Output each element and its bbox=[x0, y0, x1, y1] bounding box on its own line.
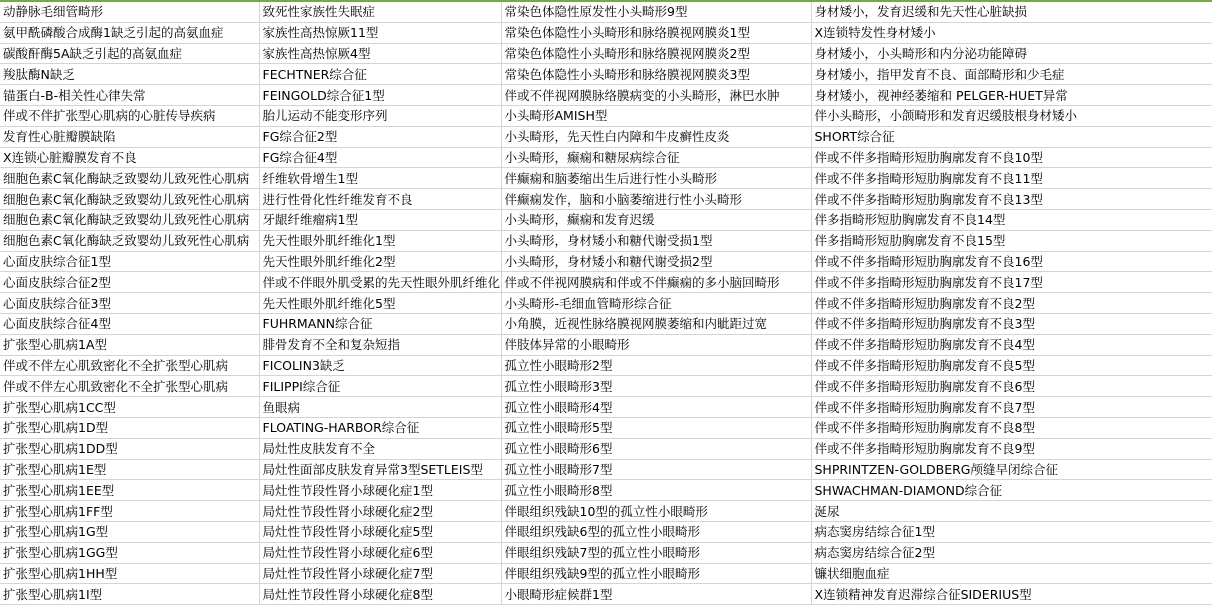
table-cell[interactable]: 伴或不伴眼外肌受累的先天性眼外肌纤维化 bbox=[259, 272, 501, 293]
table-cell[interactable]: 家族性高热惊厥11型 bbox=[259, 22, 501, 43]
table-row bbox=[0, 105, 1212, 126]
table-cell[interactable]: X连锁精神发育迟滞综合征SIDERIUS型 bbox=[811, 584, 1212, 605]
table-row bbox=[0, 480, 1212, 501]
table-row bbox=[0, 2, 1212, 22]
table-cell[interactable]: 病态窦房结综合征1型 bbox=[811, 521, 1212, 542]
table-cell[interactable]: 心面皮肤综合征2型 bbox=[0, 272, 259, 293]
table-cell[interactable]: FILIPPI综合征 bbox=[259, 376, 501, 397]
table-cell[interactable]: SHORT综合征 bbox=[811, 126, 1212, 147]
table-cell[interactable]: 小角膜，近视性脉络膜视网膜萎缩和内眦距过宽 bbox=[501, 313, 811, 334]
table-cell[interactable]: 伴眼组织残缺10型的孤立性小眼畸形 bbox=[501, 501, 811, 522]
table-cell[interactable]: 心面皮肤综合征4型 bbox=[0, 313, 259, 334]
table-cell[interactable]: 伴或不伴扩张型心肌病的心脏传导疾病 bbox=[0, 105, 259, 126]
table-cell[interactable]: 扩张型心肌病1CC型 bbox=[0, 397, 259, 418]
table-cell[interactable]: 心面皮肤综合征1型 bbox=[0, 251, 259, 272]
table-cell[interactable]: 伴或不伴多指畸形短肋胸廓发育不良17型 bbox=[811, 272, 1212, 293]
table-cell[interactable]: 扩张型心肌病1I型 bbox=[0, 584, 259, 605]
table-row bbox=[0, 584, 1212, 605]
table-cell[interactable]: 细胞色素C氧化酶缺乏致婴幼儿致死性心肌病 bbox=[0, 168, 259, 189]
table-row bbox=[0, 147, 1212, 168]
table-cell[interactable]: 孤立性小眼畸形8型 bbox=[501, 480, 811, 501]
table-cell[interactable]: 腓骨发育不全和复杂短指 bbox=[259, 334, 501, 355]
table-row bbox=[0, 64, 1212, 85]
table-row bbox=[0, 168, 1212, 189]
table-cell[interactable]: 身材矮小，小头畸形和内分泌功能障碍 bbox=[811, 43, 1212, 64]
table-cell[interactable]: 伴或不伴多指畸形短肋胸廓发育不良6型 bbox=[811, 376, 1212, 397]
table-cell[interactable]: 锚蛋白-B-相关性心律失常 bbox=[0, 85, 259, 106]
table-cell[interactable]: 常染色体隐性原发性小头畸形9型 bbox=[501, 2, 811, 22]
table-row bbox=[0, 126, 1212, 147]
table-cell[interactable]: 常染色体隐性小头畸形和脉络膜视网膜炎1型 bbox=[501, 22, 811, 43]
table-cell[interactable]: 先天性眼外肌纤维化2型 bbox=[259, 251, 501, 272]
table-cell[interactable]: 局灶性面部皮肤发育异常3型SETLEIS型 bbox=[259, 459, 501, 480]
table-cell[interactable]: 伴或不伴多指畸形短肋胸廓发育不良3型 bbox=[811, 313, 1212, 334]
table-cell[interactable]: 伴或不伴多指畸形短肋胸廓发育不良5型 bbox=[811, 355, 1212, 376]
table-cell[interactable]: 细胞色素C氧化酶缺乏致婴幼儿致死性心肌病 bbox=[0, 209, 259, 230]
table-cell[interactable]: 常染色体隐性小头畸形和脉络膜视网膜炎2型 bbox=[501, 43, 811, 64]
table-cell[interactable]: 扩张型心肌病1DD型 bbox=[0, 438, 259, 459]
table-cell[interactable]: 伴或不伴左心肌致密化不全扩张型心肌病 bbox=[0, 376, 259, 397]
table-row bbox=[0, 438, 1212, 459]
table-cell[interactable]: 伴或不伴多指畸形短肋胸廓发育不良7型 bbox=[811, 397, 1212, 418]
table-cell[interactable]: SHPRINTZEN-GOLDBERG颅缝早闭综合征 bbox=[811, 459, 1212, 480]
table-cell[interactable]: 伴或不伴多指畸形短肋胸廓发育不良10型 bbox=[811, 147, 1212, 168]
table-cell[interactable]: FECHTNER综合征 bbox=[259, 64, 501, 85]
table-row bbox=[0, 293, 1212, 314]
table-cell[interactable]: FICOLIN3缺乏 bbox=[259, 355, 501, 376]
table-cell[interactable]: 伴多指畸形短肋胸廓发育不良15型 bbox=[811, 230, 1212, 251]
table-cell[interactable]: 扩张型心肌病1EE型 bbox=[0, 480, 259, 501]
table-cell[interactable]: 小头畸形-毛细血管畸形综合征 bbox=[501, 293, 811, 314]
table-cell[interactable]: 小头畸形，身材矮小和糖代谢受损1型 bbox=[501, 230, 811, 251]
table-cell[interactable]: 伴或不伴左心肌致密化不全扩张型心肌病 bbox=[0, 355, 259, 376]
table-cell[interactable]: 局灶性节段性肾小球硬化症1型 bbox=[259, 480, 501, 501]
table-cell[interactable]: 羧肽酶N缺乏 bbox=[0, 64, 259, 85]
table-row bbox=[0, 272, 1212, 293]
table-cell[interactable]: FG综合征2型 bbox=[259, 126, 501, 147]
table-row bbox=[0, 397, 1212, 418]
table-cell[interactable]: 细胞色素C氧化酶缺乏致婴幼儿致死性心肌病 bbox=[0, 230, 259, 251]
table-row bbox=[0, 43, 1212, 64]
table-row bbox=[0, 563, 1212, 584]
table-cell[interactable]: 小头畸形，癫痫和发育迟缓 bbox=[501, 209, 811, 230]
table-cell[interactable]: 局灶性皮肤发育不全 bbox=[259, 438, 501, 459]
spreadsheet-table bbox=[0, 2, 1212, 605]
table-cell[interactable]: 扩张型心肌病1D型 bbox=[0, 417, 259, 438]
table-row bbox=[0, 209, 1212, 230]
table-cell[interactable]: 小头畸形，先天性白内障和牛皮癣性皮炎 bbox=[501, 126, 811, 147]
table-cell[interactable]: 伴或不伴多指畸形短肋胸廓发育不良13型 bbox=[811, 189, 1212, 210]
table-cell[interactable]: 小头畸形AMISH型 bbox=[501, 105, 811, 126]
table-cell[interactable]: X连锁心脏瓣膜发育不良 bbox=[0, 147, 259, 168]
table-row bbox=[0, 417, 1212, 438]
table-cell[interactable]: 伴或不伴视网膜脉络膜病变的小头畸形，淋巴水肿 bbox=[501, 85, 811, 106]
table-cell[interactable]: 孤立性小眼畸形6型 bbox=[501, 438, 811, 459]
table-row bbox=[0, 376, 1212, 397]
table-cell[interactable]: 动静脉毛细管畸形 bbox=[0, 2, 259, 22]
table-cell[interactable]: 伴或不伴多指畸形短肋胸廓发育不良2型 bbox=[811, 293, 1212, 314]
table-cell[interactable]: 进行性骨化性纤维发育不良 bbox=[259, 189, 501, 210]
table-cell[interactable]: 细胞色素C氧化酶缺乏致婴幼儿致死性心肌病 bbox=[0, 189, 259, 210]
table-cell[interactable]: 局灶性节段性肾小球硬化症2型 bbox=[259, 501, 501, 522]
spreadsheet-body bbox=[0, 2, 1212, 605]
table-cell[interactable]: 身材矮小，指甲发育不良、面部畸形和少毛症 bbox=[811, 64, 1212, 85]
table-row bbox=[0, 501, 1212, 522]
table-row bbox=[0, 189, 1212, 210]
table-cell[interactable]: 扩张型心肌病1E型 bbox=[0, 459, 259, 480]
table-cell[interactable]: 先天性眼外肌纤维化1型 bbox=[259, 230, 501, 251]
table-cell[interactable]: FG综合征4型 bbox=[259, 147, 501, 168]
table-cell[interactable]: 心面皮肤综合征3型 bbox=[0, 293, 259, 314]
table-cell[interactable]: 伴多指畸形短肋胸廓发育不良14型 bbox=[811, 209, 1212, 230]
table-cell[interactable]: 涎尿 bbox=[811, 501, 1212, 522]
table-cell[interactable]: 伴癫痫和脑萎缩出生后进行性小头畸形 bbox=[501, 168, 811, 189]
table-cell[interactable]: 常染色体隐性小头畸形和脉络膜视网膜炎3型 bbox=[501, 64, 811, 85]
table-cell[interactable]: 纤维软骨增生1型 bbox=[259, 168, 501, 189]
table-cell[interactable]: 扩张型心肌病1HH型 bbox=[0, 563, 259, 584]
table-cell[interactable]: SHWACHMAN-DIAMOND综合征 bbox=[811, 480, 1212, 501]
table-row bbox=[0, 85, 1212, 106]
table-cell[interactable]: 鱼眼病 bbox=[259, 397, 501, 418]
table-cell[interactable]: 局灶性节段性肾小球硬化症5型 bbox=[259, 521, 501, 542]
table-row bbox=[0, 251, 1212, 272]
table-cell[interactable]: 胎儿运动不能变形序列 bbox=[259, 105, 501, 126]
table-row bbox=[0, 313, 1212, 334]
table-cell[interactable]: 家族性高热惊厥4型 bbox=[259, 43, 501, 64]
table-cell[interactable]: 伴或不伴视网膜病和伴或不伴癫痫的多小脑回畸形 bbox=[501, 272, 811, 293]
table-cell[interactable]: 孤立性小眼畸形2型 bbox=[501, 355, 811, 376]
table-cell[interactable]: 小头畸形，身材矮小和糖代谢受损2型 bbox=[501, 251, 811, 272]
table-cell[interactable]: 局灶性节段性肾小球硬化症6型 bbox=[259, 542, 501, 563]
table-cell[interactable]: FLOATING-HARBOR综合征 bbox=[259, 417, 501, 438]
table-cell[interactable]: 小头畸形，癫痫和糖尿病综合征 bbox=[501, 147, 811, 168]
table-cell[interactable]: 伴或不伴多指畸形短肋胸廓发育不良11型 bbox=[811, 168, 1212, 189]
table-cell[interactable]: 孤立性小眼畸形5型 bbox=[501, 417, 811, 438]
table-row bbox=[0, 355, 1212, 376]
table-cell[interactable]: 伴癫痫发作，脑和小脑萎缩进行性小头畸形 bbox=[501, 189, 811, 210]
table-cell[interactable]: 镰状细胞血症 bbox=[811, 563, 1212, 584]
table-cell[interactable]: 伴或不伴多指畸形短肋胸廓发育不良8型 bbox=[811, 417, 1212, 438]
table-cell[interactable]: 孤立性小眼畸形3型 bbox=[501, 376, 811, 397]
table-cell[interactable]: 伴或不伴多指畸形短肋胸廓发育不良9型 bbox=[811, 438, 1212, 459]
table-cell[interactable]: 孤立性小眼畸形4型 bbox=[501, 397, 811, 418]
table-cell[interactable]: 扩张型心肌病1G型 bbox=[0, 521, 259, 542]
table-cell[interactable]: 伴或不伴多指畸形短肋胸廓发育不良16型 bbox=[811, 251, 1212, 272]
table-cell[interactable]: 病态窦房结综合征2型 bbox=[811, 542, 1212, 563]
table-row bbox=[0, 459, 1212, 480]
table-cell[interactable]: 发育性心脏瓣膜缺陷 bbox=[0, 126, 259, 147]
table-cell[interactable]: 伴肢体异常的小眼畸形 bbox=[501, 334, 811, 355]
table-row bbox=[0, 334, 1212, 355]
table-cell[interactable]: 伴眼组织残缺9型的孤立性小眼畸形 bbox=[501, 563, 811, 584]
table-cell[interactable]: 碳酸酐酶5A缺乏引起的高氨血症 bbox=[0, 43, 259, 64]
table-cell[interactable]: 孤立性小眼畸形7型 bbox=[501, 459, 811, 480]
table-cell[interactable]: 氨甲酰磷酸合成酶1缺乏引起的高氨血症 bbox=[0, 22, 259, 43]
table-cell[interactable]: X连锁特发性身材矮小 bbox=[811, 22, 1212, 43]
table-cell[interactable]: 身材矮小，发育迟缓和先天性心脏缺损 bbox=[811, 2, 1212, 22]
table-cell[interactable]: FUHRMANN综合征 bbox=[259, 313, 501, 334]
table-cell[interactable]: 小眼畸形症候群1型 bbox=[501, 584, 811, 605]
table-cell[interactable]: 扩张型心肌病1A型 bbox=[0, 334, 259, 355]
table-cell[interactable]: 局灶性节段性肾小球硬化症8型 bbox=[259, 584, 501, 605]
table-cell[interactable]: 局灶性节段性肾小球硬化症7型 bbox=[259, 563, 501, 584]
table-cell[interactable]: 扩张型心肌病1FF型 bbox=[0, 501, 259, 522]
table-cell[interactable]: 身材矮小，视神经萎缩和 PELGER-HUET异常 bbox=[811, 85, 1212, 106]
table-row bbox=[0, 542, 1212, 563]
table-cell[interactable]: FEINGOLD综合征1型 bbox=[259, 85, 501, 106]
table-cell[interactable]: 伴小头畸形，小颌畸形和发育迟缓肢根身材矮小 bbox=[811, 105, 1212, 126]
table-cell[interactable]: 伴或不伴多指畸形短肋胸廓发育不良4型 bbox=[811, 334, 1212, 355]
table-cell[interactable]: 先天性眼外肌纤维化5型 bbox=[259, 293, 501, 314]
table-cell[interactable]: 牙龈纤维瘤病1型 bbox=[259, 209, 501, 230]
table-cell[interactable]: 致死性家族性失眠症 bbox=[259, 2, 501, 22]
table-row bbox=[0, 521, 1212, 542]
table-row bbox=[0, 22, 1212, 43]
table-row bbox=[0, 230, 1212, 251]
table-cell[interactable]: 扩张型心肌病1GG型 bbox=[0, 542, 259, 563]
table-cell[interactable]: 伴眼组织残缺7型的孤立性小眼畸形 bbox=[501, 542, 811, 563]
table-cell[interactable]: 伴眼组织残缺6型的孤立性小眼畸形 bbox=[501, 521, 811, 542]
